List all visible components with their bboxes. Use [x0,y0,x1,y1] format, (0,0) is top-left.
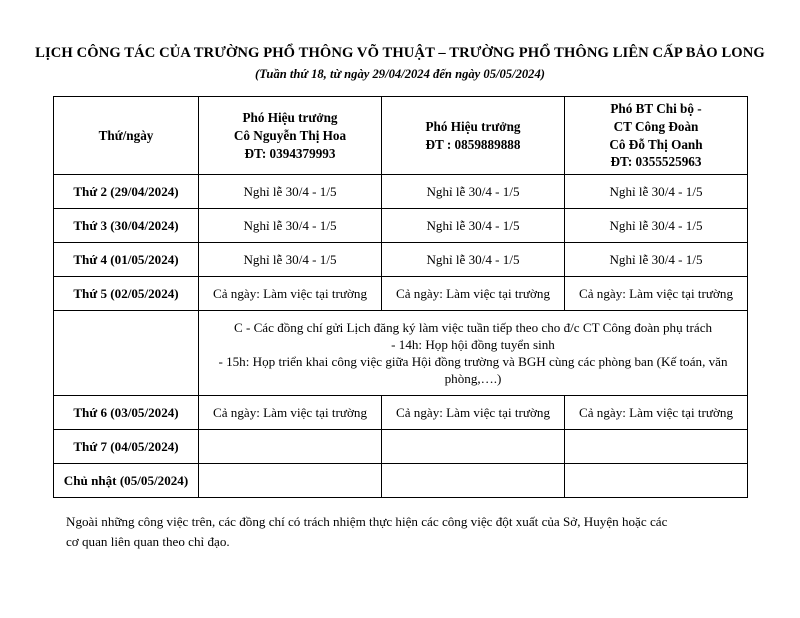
table-row [54,396,748,430]
table-row [54,243,748,277]
row-cell: Cả ngày: Làm việc tại trường [382,277,565,311]
row-cell: Nghỉ lễ 30/4 - 1/5 [382,175,565,209]
header-line: ĐT: 0355525963 [610,154,702,170]
header-line: CT Công Đoàn [613,119,699,135]
row-cell [382,430,565,464]
note-line: C - Các đồng chí gửi Lịch đăng ký làm việc tuần tiếp theo cho đ/c CT Công đoàn phụ trách [233,319,713,335]
table-row [54,175,748,209]
title-block [0,0,800,82]
row-cell: Cả ngày: Làm việc tại trường [382,396,565,430]
row-cell: Nghỉ lễ 30/4 - 1/5 [382,209,565,243]
row-cell: Nghỉ lễ 30/4 - 1/5 [199,209,382,243]
row-cell: Nghỉ lễ 30/4 - 1/5 [565,175,748,209]
page-title: LỊCH CÔNG TÁC CỦA TRƯỜNG PHỔ THÔNG VÕ THUẬT – TRƯỜNG PHỔ THÔNG LIÊN CẤP BẢO LONG [35,45,765,61]
header-line: Cô Đỗ Thị Oanh [609,136,703,152]
row-cell [199,464,382,498]
header-line: Phó Hiệu trưởng [242,110,338,126]
row-cell [382,464,565,498]
row-cell: Nghỉ lễ 30/4 - 1/5 [565,209,748,243]
row-cell [565,464,748,498]
header-line: Phó Hiệu trưởng [425,119,521,135]
column-header-day [54,97,199,175]
row-day-label: Chủ nhật (05/05/2024) [54,464,199,498]
row-cell: Cả ngày: Làm việc tại trường [199,396,382,430]
row-day-label: Thứ 7 (04/05/2024) [54,430,199,464]
row-cell: Cả ngày: Làm việc tại trường [565,277,748,311]
footer-note-line: Ngoài những công việc trên, các đồng chí có trách nhiệm thực hiện các công việc đột xuất của Sở, Huyện hoặc các [66,514,668,530]
table-row-note [54,311,748,396]
row-cell: Cả ngày: Làm việc tại trường [199,277,382,311]
header-line: ĐT: 0394379993 [244,145,336,161]
header-line: Phó BT Chi bộ - [610,101,702,117]
header-line: Thứ/ngày [98,127,154,143]
row-cell: Nghỉ lễ 30/4 - 1/5 [199,243,382,277]
note-row-content [199,311,748,396]
note-line: - 14h: Họp hội đồng tuyển sinh [391,336,555,352]
schedule-table [53,96,748,498]
header-line: ĐT : 0859889888 [425,136,521,152]
table-row [54,209,748,243]
table-row [54,430,748,464]
page-subtitle: (Tuần thứ 18, từ ngày 29/04/2024 đến ngày 05/05/2024) [255,66,545,81]
column-header-party-union-oanh [565,97,748,175]
note-row-day-label [54,311,199,396]
table-row [54,464,748,498]
row-cell [565,430,748,464]
column-header-vice-principal [382,97,565,175]
row-cell: Nghỉ lễ 30/4 - 1/5 [565,243,748,277]
row-day-label: Thứ 4 (01/05/2024) [54,243,199,277]
row-cell [199,430,382,464]
row-cell: Nghỉ lễ 30/4 - 1/5 [199,175,382,209]
row-day-label: Thứ 5 (02/05/2024) [54,277,199,311]
table-row [54,277,748,311]
row-cell: Nghỉ lễ 30/4 - 1/5 [382,243,565,277]
table-header-row [54,97,748,175]
row-day-label: Thứ 6 (03/05/2024) [54,396,199,430]
schedule-table-container [53,96,747,498]
row-day-label: Thứ 3 (30/04/2024) [54,209,199,243]
row-cell: Cả ngày: Làm việc tại trường [565,396,748,430]
note-line: - 15h: Họp triển khai công việc giữa Hội đồng trường và BGH cùng các phòng ban (Kế toán, văn phòng,….) [218,354,728,387]
table-body [54,175,748,498]
row-day-label: Thứ 2 (29/04/2024) [54,175,199,209]
footer-note-line: cơ quan liên quan theo chỉ đạo. [66,534,230,550]
table-header [54,97,748,175]
footer-note [50,512,750,552]
column-header-vice-principal-hoa [199,97,382,175]
header-line: Cô Nguyễn Thị Hoa [233,127,347,143]
